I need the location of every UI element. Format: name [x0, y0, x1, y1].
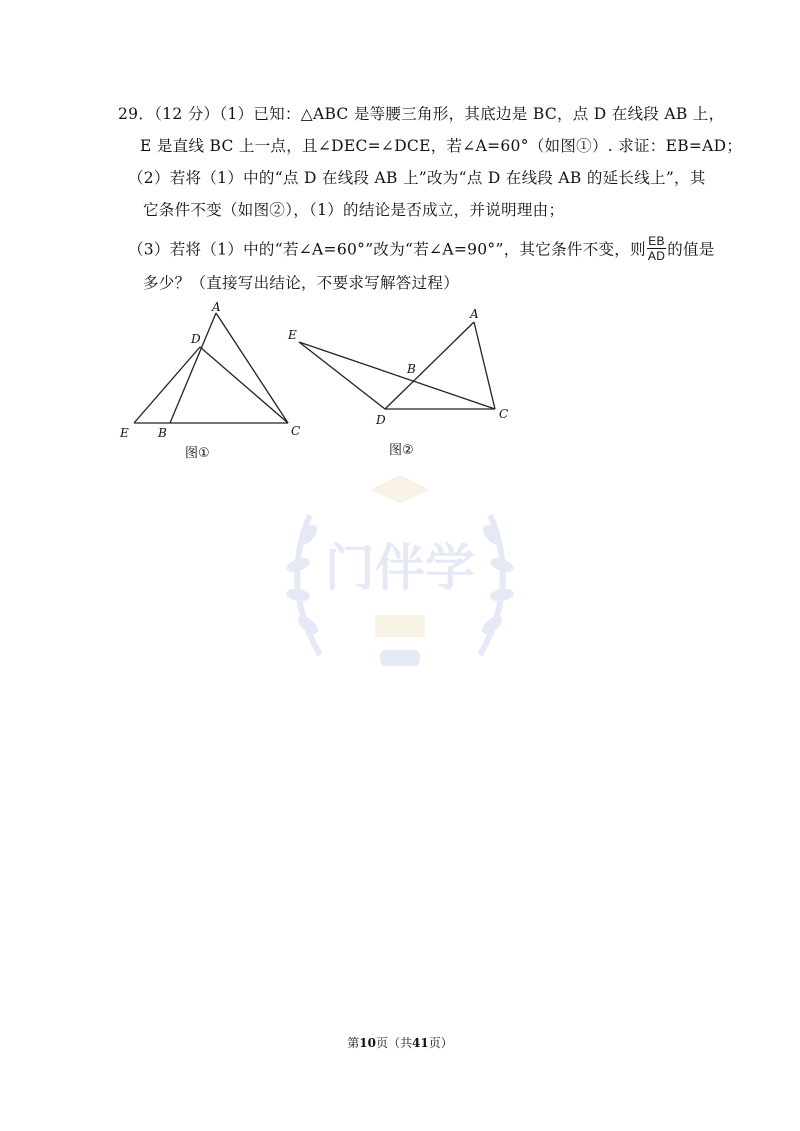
fraction-denominator: AD — [647, 249, 666, 263]
problem-number: 29． — [118, 105, 155, 123]
figure-2-caption: 图② — [389, 443, 414, 458]
footer-prefix: 第 — [347, 1036, 360, 1050]
fig2-line-da — [385, 322, 474, 409]
watermark-laurel-icon — [270, 455, 530, 705]
fig2-line-ec — [299, 342, 495, 409]
watermark-logo — [270, 455, 530, 709]
problem-score: （12 分） — [154, 105, 220, 123]
problem-part1-text: （1）已知：△ABC 是等腰三角形，其底边是 BC，点 D 在线段 AB 上， — [219, 105, 725, 123]
fig1-line-dc — [200, 347, 288, 423]
fig2-label-c: C — [499, 407, 509, 421]
figure-2-lines — [299, 322, 495, 409]
figure-1-caption: 图① — [185, 446, 210, 461]
fig1-label-a: A — [212, 300, 221, 314]
fig2-label-d: D — [376, 413, 386, 427]
fig2-label-e: E — [288, 328, 297, 342]
footer-suffix: 页） — [428, 1036, 453, 1050]
fig2-line-ed — [299, 342, 385, 409]
fig1-label-e: E — [120, 426, 129, 440]
figure-1-lines — [134, 313, 288, 423]
footer-page-number: 10 — [359, 1036, 376, 1050]
fig1-line-ac — [216, 313, 288, 423]
problem-part3-text-cont: 的值是 — [667, 240, 715, 259]
page-footer — [0, 1034, 800, 1051]
footer-total-pages: 41 — [412, 1036, 429, 1050]
fig1-label-c: C — [291, 424, 301, 438]
fig2-line-ac — [474, 322, 495, 409]
problem-part2-text: （2）若将（1）中的“点 D 在线段 AB 上”改为“点 D 在线段 AB 的延长线上”，其 — [128, 169, 706, 187]
fraction-numerator: EB — [648, 234, 665, 248]
problem-part3-text-end: 多少？（直接写出结论，不要求写解答过程） — [143, 274, 460, 292]
fig1-label-d: D — [191, 332, 201, 346]
problem-part2-text-cont: 它条件不变（如图②），（1）的结论是否成立，并说明理由； — [143, 201, 565, 219]
problem-part1-text-cont: E 是直线 BC 上一点，且∠DEC=∠DCE，若∠A=60°（如图①）. 求证：EB=AD； — [140, 137, 743, 155]
watermark-text: 门伴学 — [325, 539, 475, 597]
fig1-line-ed — [134, 347, 200, 423]
fig2-label-b: B — [407, 362, 416, 376]
problem-part3-text: （3）若将（1）中的“若∠A=60°”改为“若∠A=90°”，其它条件不变，则 — [128, 240, 646, 259]
fig1-line-ba — [170, 313, 216, 423]
fig1-label-b: B — [158, 426, 167, 440]
fig2-label-a: A — [470, 307, 479, 321]
footer-middle: 页（共 — [375, 1036, 412, 1050]
